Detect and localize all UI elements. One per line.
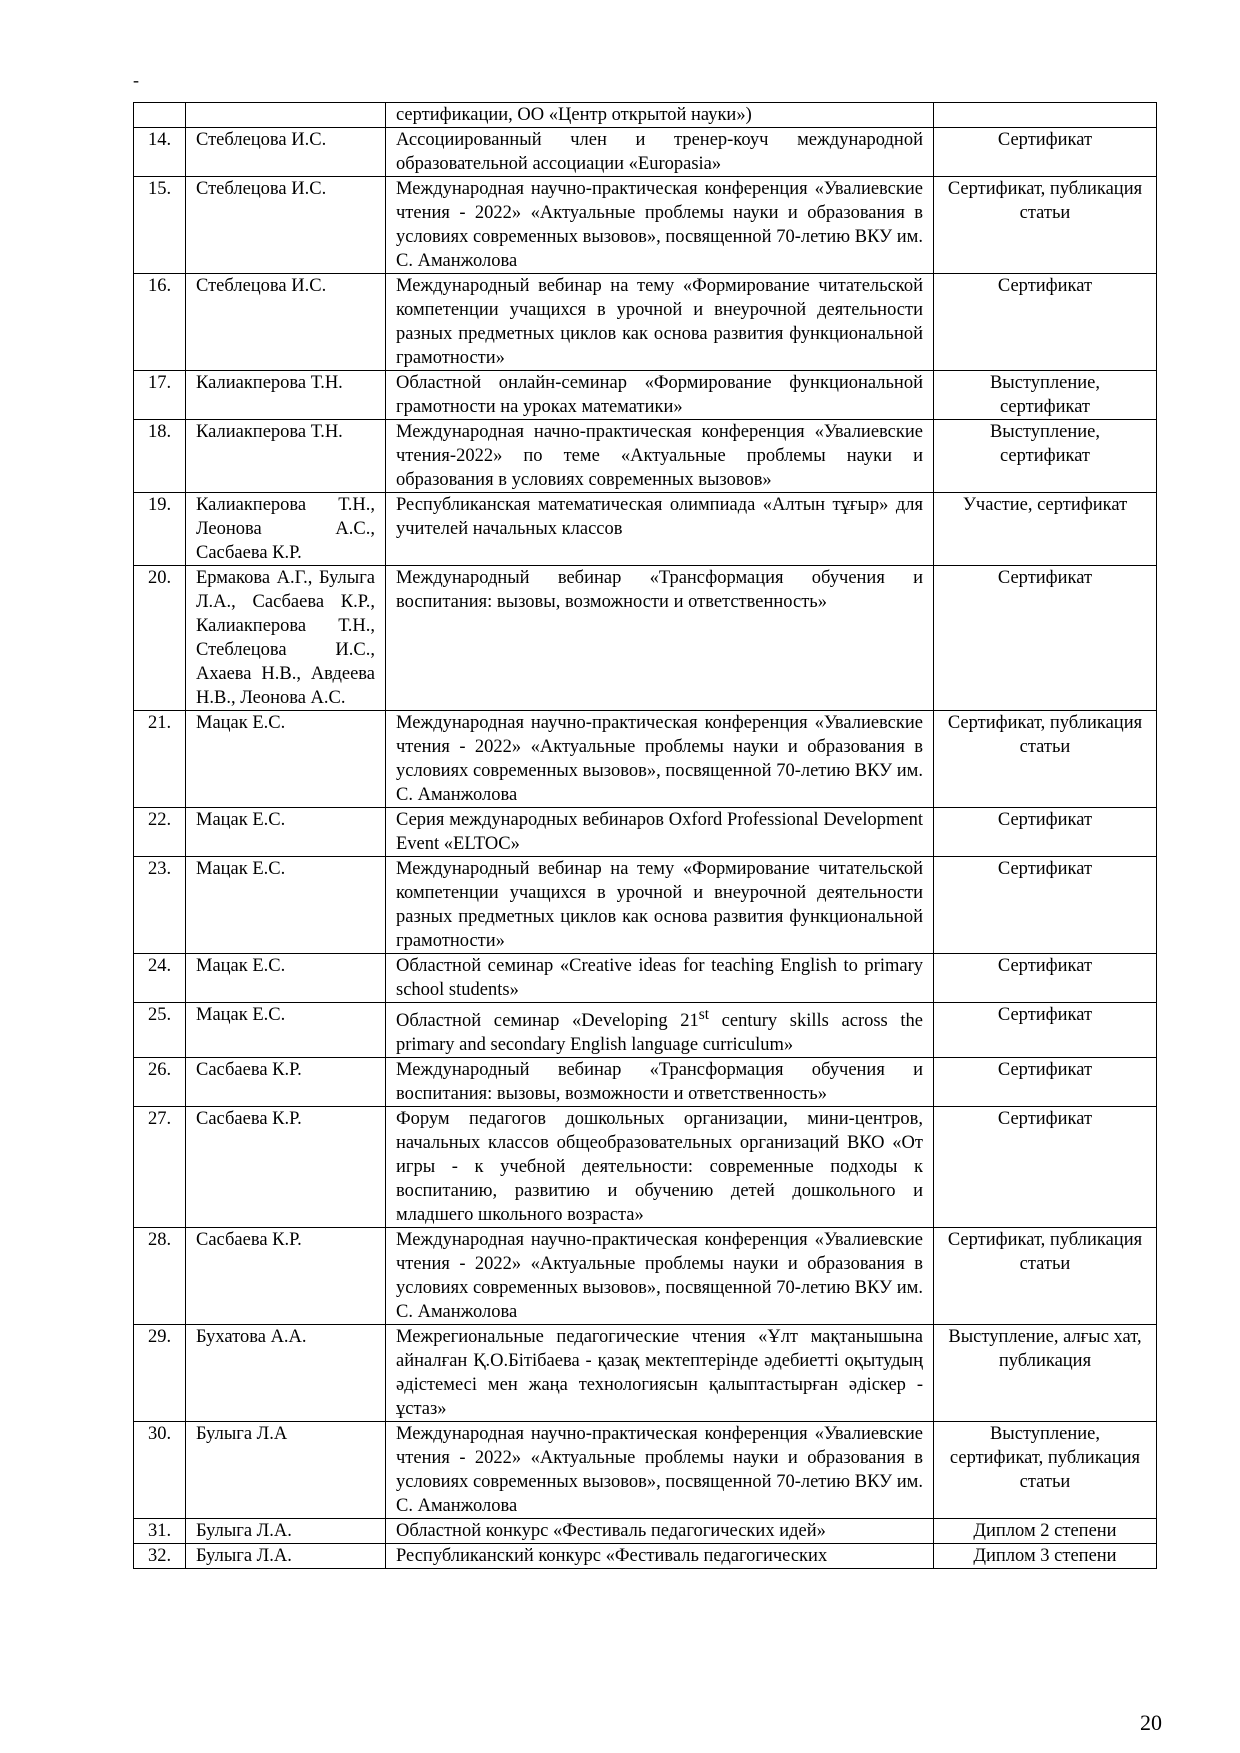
result: Сертификат [934, 1058, 1157, 1107]
participant-name [186, 103, 386, 128]
event-description: Международная научно-практическая конференция «Увалиевские чтения - 2022» «Актуальные проблемы науки и образования в условиях современных вызовов», посвященной 70-летию ВКУ им. С. Аманжолова [386, 711, 934, 808]
result: Сертификат, публикация статьи [934, 711, 1157, 808]
row-number: 18. [134, 420, 186, 493]
result: Сертификат [934, 274, 1157, 371]
table-row [134, 420, 1157, 493]
row-number: 14. [134, 128, 186, 177]
result: Сертификат [934, 808, 1157, 857]
table-row [134, 1228, 1157, 1325]
event-description: Областной онлайн-семинар «Формирование функциональной грамотности на уроках математики» [386, 371, 934, 420]
event-description [386, 1003, 934, 1058]
header-mark: - [133, 70, 139, 90]
result: Сертификат [934, 857, 1157, 954]
result: Выступление, алғыс хат, публикация [934, 1325, 1157, 1422]
event-description: Межрегиональные педагогические чтения «Ұлт мақтанышына айналған Қ.О.Бітібаева - қазақ мектептерінде әдебиетті оқытудың әдістемесі мен жаңа технологиясын қалыптастырған әдіскер - ұстаз» [386, 1325, 934, 1422]
row-number: 22. [134, 808, 186, 857]
result: Сертификат, публикация статьи [934, 177, 1157, 274]
participant-name: Ермакова А.Г., Булыга Л.А., Сасбаева К.Р., Калиакперова Т.Н., Стеблецова И.С., Ахаева Н.В., Авдеева Н.В., Леонова А.С. [186, 566, 386, 711]
event-description: Серия международных вебинаров Oxford Professional Development Event «ELTOC» [386, 808, 934, 857]
row-number: 30. [134, 1422, 186, 1519]
table-row [134, 128, 1157, 177]
participant-name: Мацак Е.С. [186, 1003, 386, 1058]
participant-name: Калиакперова Т.Н. [186, 371, 386, 420]
table-row [134, 1003, 1157, 1058]
row-number: 32. [134, 1544, 186, 1569]
row-number: 28. [134, 1228, 186, 1325]
result: Сертификат [934, 128, 1157, 177]
participant-name: Мацак Е.С. [186, 808, 386, 857]
result: Выступление, сертификат [934, 420, 1157, 493]
participant-name: Мацак Е.С. [186, 954, 386, 1003]
result: Сертификат, публикация статьи [934, 1228, 1157, 1325]
table-row [134, 711, 1157, 808]
event-description: Международная начно-практическая конференция «Увалиевские чтения-2022» по теме «Актуальные проблемы науки и образования в условиях современных вызовов» [386, 420, 934, 493]
table-row [134, 954, 1157, 1003]
row-number: 21. [134, 711, 186, 808]
result: Участие, сертификат [934, 493, 1157, 566]
result [934, 103, 1157, 128]
table-row [134, 566, 1157, 711]
table-row [134, 493, 1157, 566]
participant-name: Булыга Л.А. [186, 1544, 386, 1569]
event-description: Областной семинар «Creative ideas for teaching English to primary school students» [386, 954, 934, 1003]
participant-name: Калиакперова Т.Н., Леонова А.С., Сасбаева К.Р. [186, 493, 386, 566]
participant-name: Булыга Л.А. [186, 1519, 386, 1544]
row-number: 27. [134, 1107, 186, 1228]
event-description: Международная научно-практическая конференция «Увалиевские чтения - 2022» «Актуальные проблемы науки и образования в условиях современных вызовов», посвященной 70-летию ВКУ им. С. Аманжолова [386, 1228, 934, 1325]
event-description: Форум педагогов дошкольных организации, мини-центров, начальных классов общеобразовательных организаций ВКО «От игры - к учебной деятельности: современные подходы к воспитанию, развитию и обучению детей дошкольного и младшего школьного возраста» [386, 1107, 934, 1228]
event-description: Республиканский конкурс «Фестиваль педагогических [386, 1544, 934, 1569]
row-number: 26. [134, 1058, 186, 1107]
participant-name: Мацак Е.С. [186, 711, 386, 808]
row-number: 17. [134, 371, 186, 420]
table-row [134, 274, 1157, 371]
row-number: 25. [134, 1003, 186, 1058]
row-number: 19. [134, 493, 186, 566]
table-row [134, 1519, 1157, 1544]
result: Диплом 3 степени [934, 1544, 1157, 1569]
participant-name: Булыга Л.А [186, 1422, 386, 1519]
table-row [134, 1422, 1157, 1519]
table-row [134, 808, 1157, 857]
event-description: сертификации, ОО «Центр открытой науки») [386, 103, 934, 128]
event-text-after: century skills across the primary and secondary English language curriculum» [396, 1011, 924, 1056]
superscript-st: st [698, 1006, 710, 1023]
events-table [133, 102, 1157, 1569]
result: Выступление, сертификат [934, 371, 1157, 420]
row-number: 24. [134, 954, 186, 1003]
table-row [134, 371, 1157, 420]
row-number: 29. [134, 1325, 186, 1422]
result: Диплом 2 степени [934, 1519, 1157, 1544]
participant-name: Стеблецова И.С. [186, 128, 386, 177]
event-text-before: Областной семинар «Developing 21 [396, 1011, 699, 1032]
table-row [134, 1107, 1157, 1228]
row-number [134, 103, 186, 128]
participant-name: Калиакперова Т.Н. [186, 420, 386, 493]
participant-name: Мацак Е.С. [186, 857, 386, 954]
table-row [134, 857, 1157, 954]
table-row [134, 177, 1157, 274]
participant-name: Стеблецова И.С. [186, 274, 386, 371]
table-row [134, 1544, 1157, 1569]
participant-name: Стеблецова И.С. [186, 177, 386, 274]
participant-name: Сасбаева К.Р. [186, 1228, 386, 1325]
table-row [134, 1325, 1157, 1422]
participant-name: Сасбаева К.Р. [186, 1058, 386, 1107]
event-description: Международный вебинар на тему «Формирование читательской компетенции учащихся в урочной и внеурочной деятельности разных предметных циклов как основа развития функциональной грамотности» [386, 274, 934, 371]
event-description: Международный вебинар «Трансформация обучения и воспитания: вызовы, возможности и ответственность» [386, 566, 934, 711]
event-description: Международная научно-практическая конференция «Увалиевские чтения - 2022» «Актуальные проблемы науки и образования в условиях современных вызовов», посвященной 70-летию ВКУ им. С. Аманжолова [386, 1422, 934, 1519]
row-number: 16. [134, 274, 186, 371]
row-number: 15. [134, 177, 186, 274]
result: Выступление, сертификат, публикация статьи [934, 1422, 1157, 1519]
event-description: Республиканская математическая олимпиада «Алтын тұғыр» для учителей начальных классов [386, 493, 934, 566]
row-number: 23. [134, 857, 186, 954]
event-description: Международная научно-практическая конференция «Увалиевские чтения - 2022» «Актуальные проблемы науки и образования в условиях современных вызовов», посвященной 70-летию ВКУ им. С. Аманжолова [386, 177, 934, 274]
result: Сертификат [934, 1107, 1157, 1228]
row-number: 31. [134, 1519, 186, 1544]
row-number: 20. [134, 566, 186, 711]
event-description: Международный вебинар «Трансформация обучения и воспитания: вызовы, возможности и ответственность» [386, 1058, 934, 1107]
event-description: Областной конкурс «Фестиваль педагогических идей» [386, 1519, 934, 1544]
table-row [134, 103, 1157, 128]
table-row [134, 1058, 1157, 1107]
result: Сертификат [934, 1003, 1157, 1058]
event-description: Международный вебинар на тему «Формирование читательской компетенции учащихся в урочной и внеурочной деятельности разных предметных циклов как основа развития функциональной грамотности» [386, 857, 934, 954]
event-description: Ассоциированный член и тренер-коуч международной образовательной ассоциации «Europasia» [386, 128, 934, 177]
participant-name: Бухатова А.А. [186, 1325, 386, 1422]
participant-name: Сасбаева К.Р. [186, 1107, 386, 1228]
page-number: 20 [1140, 1710, 1162, 1735]
result: Сертификат [934, 566, 1157, 711]
result: Сертификат [934, 954, 1157, 1003]
